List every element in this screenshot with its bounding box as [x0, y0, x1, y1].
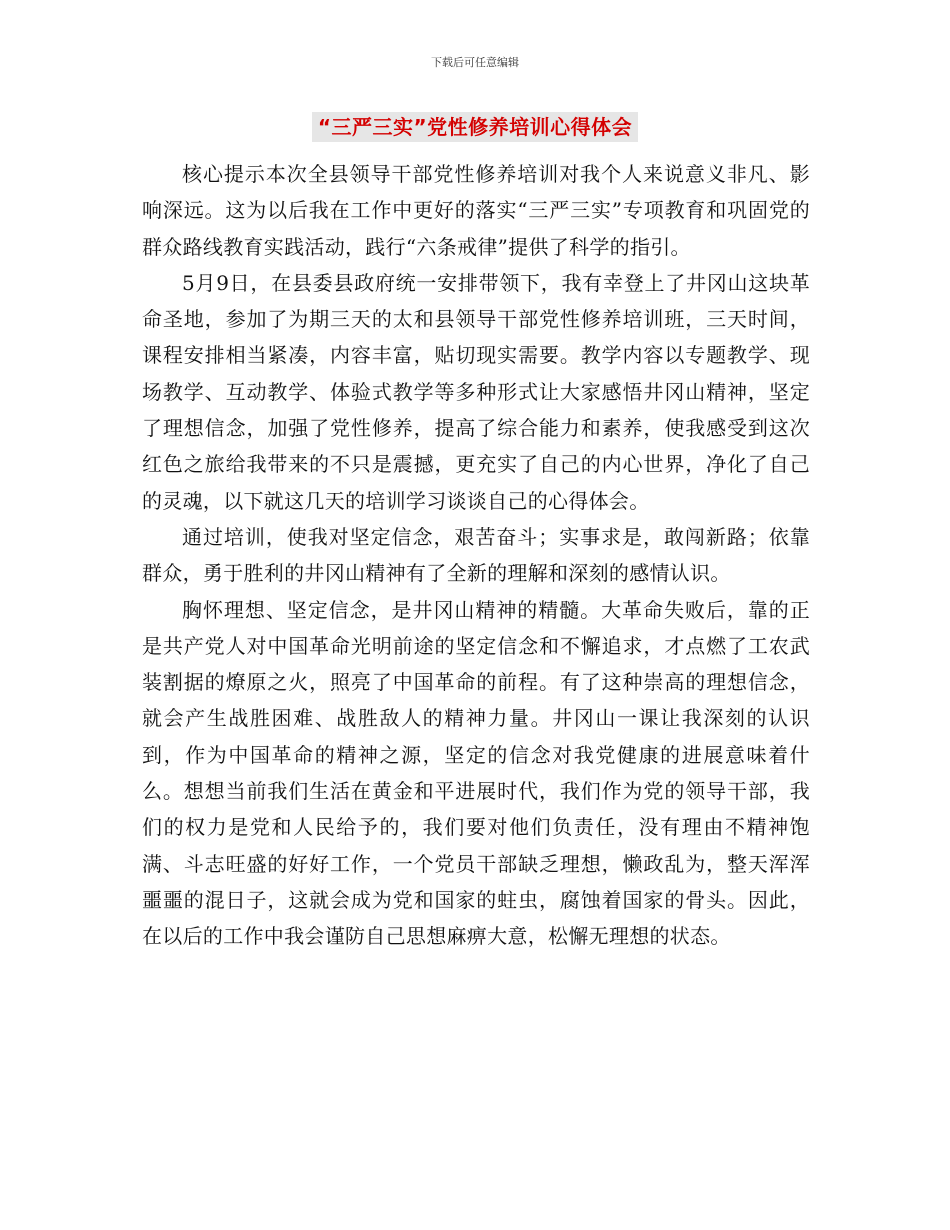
- paragraph-4: 胸怀理想、坚定信念，是井冈山精神的精髓。大革命失败后，靠的正是共产党人对中国革命光明前途的坚定信念和不懈追求，才点燃了工农武装割据的燎原之火，照亮了中国革命的前程。有了这种崇高的理想信念，就会产生战胜困难、战胜敌人的精神力量。井冈山一课让我深刻的认识到，作为中国革命的精神之源，坚定的信念对我党健康的进展意味着什么。想想当前我们生活在黄金和平进展时代，我们作为党的领导干部，我们的权力是党和人民给予的，我们要对他们负责任，没有理由不精神饱满、斗志旺盛的好好工作，一个党员干部缺乏理想，懒政乱为，整天浑浑噩噩的混日子，这就会成为党和国家的蛀虫，腐蚀着国家的骨头。因此，在以后的工作中我会谨防自己思想麻痹大意，松懈无理想的状态。: [142, 597, 810, 949]
- document-title: “三严三实”党性修养培训心得体会: [312, 112, 638, 142]
- page-header-note: 下载后可任意编辑: [431, 56, 519, 69]
- paragraph-3: 通过培训，使我对坚定信念，艰苦奋斗；实事求是，敢闯新路；依靠群众，勇于胜利的井冈山精神有了全新的理解和深刻的感情认识。: [142, 524, 810, 586]
- title-wrap: [0, 112, 950, 142]
- paragraph-2: 5月9日，在县委县政府统一安排带领下，我有幸登上了井冈山这块革命圣地，参加了为期三天的太和县领导干部党性修养培训班，三天时间，课程安排相当紧凑，内容丰富，贴切现实需要。教学内容以专题教学、现场教学、互动教学、体验式教学等多种形式让大家感悟井冈山精神，坚定了理想信念，加强了党性修养，提高了综合能力和素养，使我感受到这次红色之旅给我带来的不只是震撼，更充实了自己的内心世界，净化了自己的灵魂，以下就这几天的培训学习谈谈自己的心得体会。: [142, 270, 810, 513]
- document-body: [142, 156, 810, 955]
- paragraph-1: 核心提示本次全县领导干部党性修养培训对我个人来说意义非凡、影响深远。这为以后我在工作中更好的落实“三严三实”专项教育和巩固党的群众路线教育实践活动，践行“六条戒律”提供了科学的指引。: [142, 162, 810, 259]
